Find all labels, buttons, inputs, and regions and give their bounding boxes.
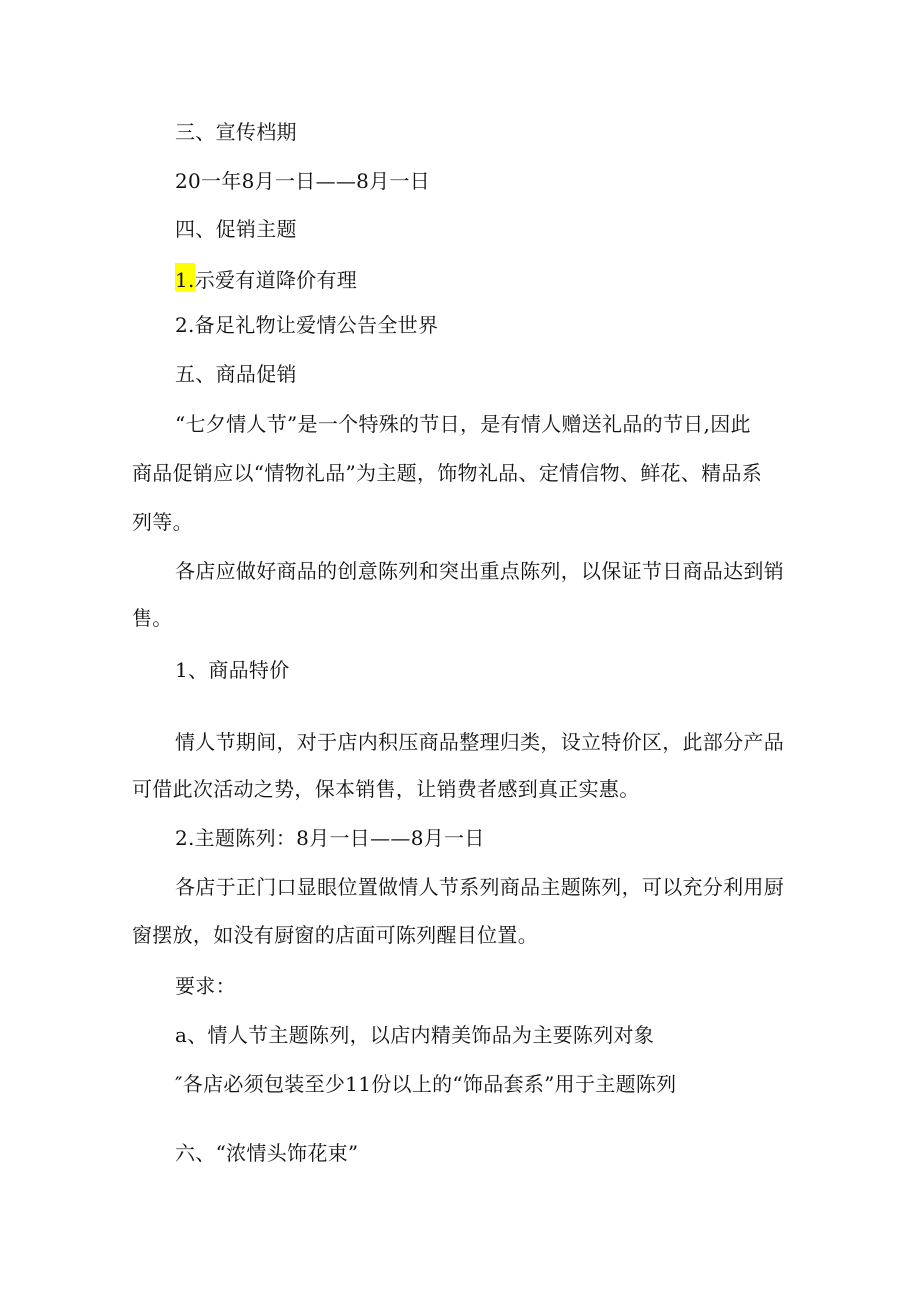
paragraph-1-line-1: “七夕情人节”是一个特殊的节日，是有情人赠送礼品的节日,因此	[175, 412, 751, 436]
theme-1-number-highlight: 1.	[175, 263, 195, 291]
theme-1-text: 示爱有道降价有理	[194, 268, 358, 292]
section-3-heading: 三、宣传档期	[175, 120, 297, 144]
paragraph-3-line-2: 可借此次活动之势，保本销售，让销费者感到真正实惠。	[132, 777, 640, 801]
item-1-heading: 1、商品特价	[175, 658, 290, 682]
paragraph-1-line-2: 商品促销应以“情物礼品”为主题，饰物礼品、定情信物、鲜花、精品系	[132, 461, 763, 485]
theme-2: 2.备足礼物让爱情公告全世界	[175, 313, 439, 337]
section-6-heading: 六、“浓情头饰花束”	[175, 1141, 359, 1165]
paragraph-2-line-1: 各店应做好商品的创意陈列和突出重点陈列，以保证节日商品达到销	[175, 559, 784, 583]
section-3-dates: 20一年8月一日——8月一日	[175, 169, 431, 193]
theme-1	[175, 263, 357, 294]
paragraph-2-line-2: 售。	[132, 606, 173, 630]
section-4-heading: 四、促销主题	[175, 217, 297, 241]
paragraph-1-line-3: 列等。	[132, 510, 193, 534]
requirement-b: ″各店必须包装至少11份以上的“饰品套系”用于主题陈列	[175, 1072, 677, 1096]
section-5-heading: 五、商品促销	[175, 362, 297, 386]
requirements-label: 要求：	[175, 974, 236, 998]
item-2-heading: 2.主题陈列：8月一日——8月一日	[175, 826, 485, 850]
requirement-a: a、情人节主题陈列，以店内精美饰品为主要陈列对象	[175, 1023, 655, 1047]
paragraph-3-line-1: 情人节期间，对于店内积压商品整理归类，设立特价区，此部分产品	[175, 730, 784, 754]
paragraph-4-line-1: 各店于正门口显眼位置做情人节系列商品主题陈列，可以充分利用厨	[175, 875, 784, 899]
paragraph-4-line-2: 窗摆放，如没有厨窗的店面可陈列醒目位置。	[132, 923, 538, 947]
